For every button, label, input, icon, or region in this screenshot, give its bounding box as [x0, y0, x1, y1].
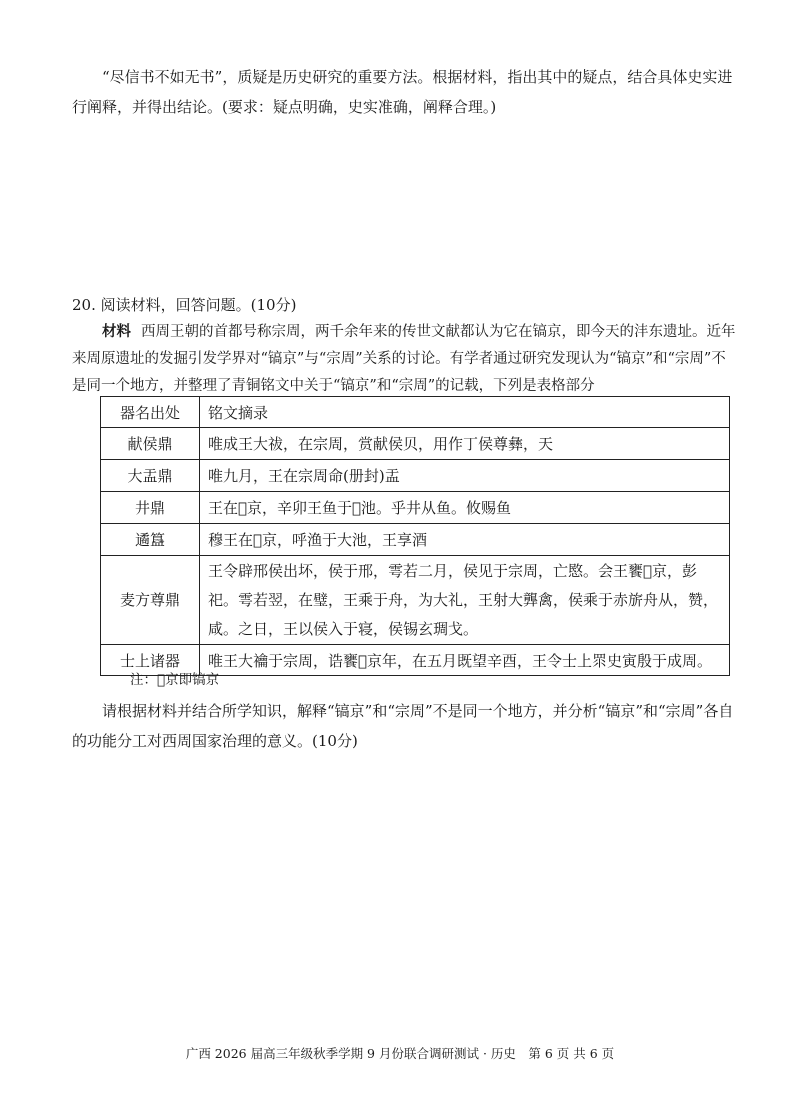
table-cell-source: 大盂鼎 — [101, 460, 200, 492]
material-label: 材料 — [102, 323, 131, 340]
table-cell-source: 井鼎 — [101, 492, 200, 524]
table-row — [101, 556, 730, 645]
table-cell-excerpt: 唯成王大祓，在宗周，赏献侯贝，用作丁侯尊彝，天 — [200, 428, 730, 460]
table-row — [101, 524, 730, 556]
question-19-text: “尽信书不如无书”，质疑是历史研究的重要方法。根据材料，指出其中的疑点，结合具体史实进行阐释，并得出结论。(要求：疑点明确，史实准确，阐释合理。) — [72, 68, 733, 116]
table-row — [101, 428, 730, 460]
material-paragraph — [72, 318, 736, 400]
table-cell-excerpt: 唯九月，王在宗周命(册封)盂 — [200, 460, 730, 492]
table-cell-source: 献侯鼎 — [101, 428, 200, 460]
table-cell-excerpt: 唯王大禴于宗周，诰饔𦎫京年，在五月既望辛酉，王令士上眔史寅殷于成周。 — [200, 645, 730, 676]
table-header-excerpt: 铭文摘录 — [200, 397, 730, 428]
table-cell-source: 士上诸器 — [101, 645, 200, 676]
table-cell-source: 麦方尊鼎 — [101, 556, 200, 645]
inscription-table — [100, 396, 730, 676]
question-20-prompt: 请根据材料并结合所学知识，解释“镐京”和“宗周”不是同一个地方，并分析“镐京”和“宗周”各自的功能分工对西周国家治理的意义。(10分) — [72, 702, 734, 750]
table-note: 注：𦎫京即镐京 — [130, 672, 220, 688]
table-header-source: 器名出处 — [101, 397, 200, 428]
table-cell-excerpt: 穆王在𦎫京，呼渔于大池，王享酒 — [200, 524, 730, 556]
question-20-title: 20. 阅读材料，回答问题。(10分) — [72, 296, 297, 314]
table-cell-source: 遹簋 — [101, 524, 200, 556]
table-row — [101, 460, 730, 492]
table-cell-excerpt: 王在𦎫京，辛卯王鱼于𤅪池。乎井从鱼。攸赐鱼 — [200, 492, 730, 524]
page-footer: 广西 2026 届高三年级秋季学期 9 月份联合调研测试 · 历史 第 6 页 共 6 页 — [185, 1046, 615, 1061]
material-text: 西周王朝的首都号称宗周，两千余年来的传世文献都认为它在镐京，即今天的沣东遗址。近年来周原遗址的发掘引发学界对“镐京”与“宗周”关系的讨论。有学者通过研究发现认为“镐京”和“宗周”不是同一个地方，并整理了青铜铭文中关于“镐京”和“宗周”的记载，下列是表格部分 — [72, 324, 736, 394]
table-cell-excerpt: 王令辟邢侯出坏，侯于邢，雩若二月，侯见于宗周，亡愍。会王饔𦎫京，彭祀。雩若翌，在璧，王乘于舟，为大礼，王射大龏禽，侯乘于赤旂舟从，赞，咸。之日，王以侯入于寝，侯锡玄琱戈。 — [200, 556, 730, 645]
table-row — [101, 492, 730, 524]
table-header-row — [101, 397, 730, 428]
